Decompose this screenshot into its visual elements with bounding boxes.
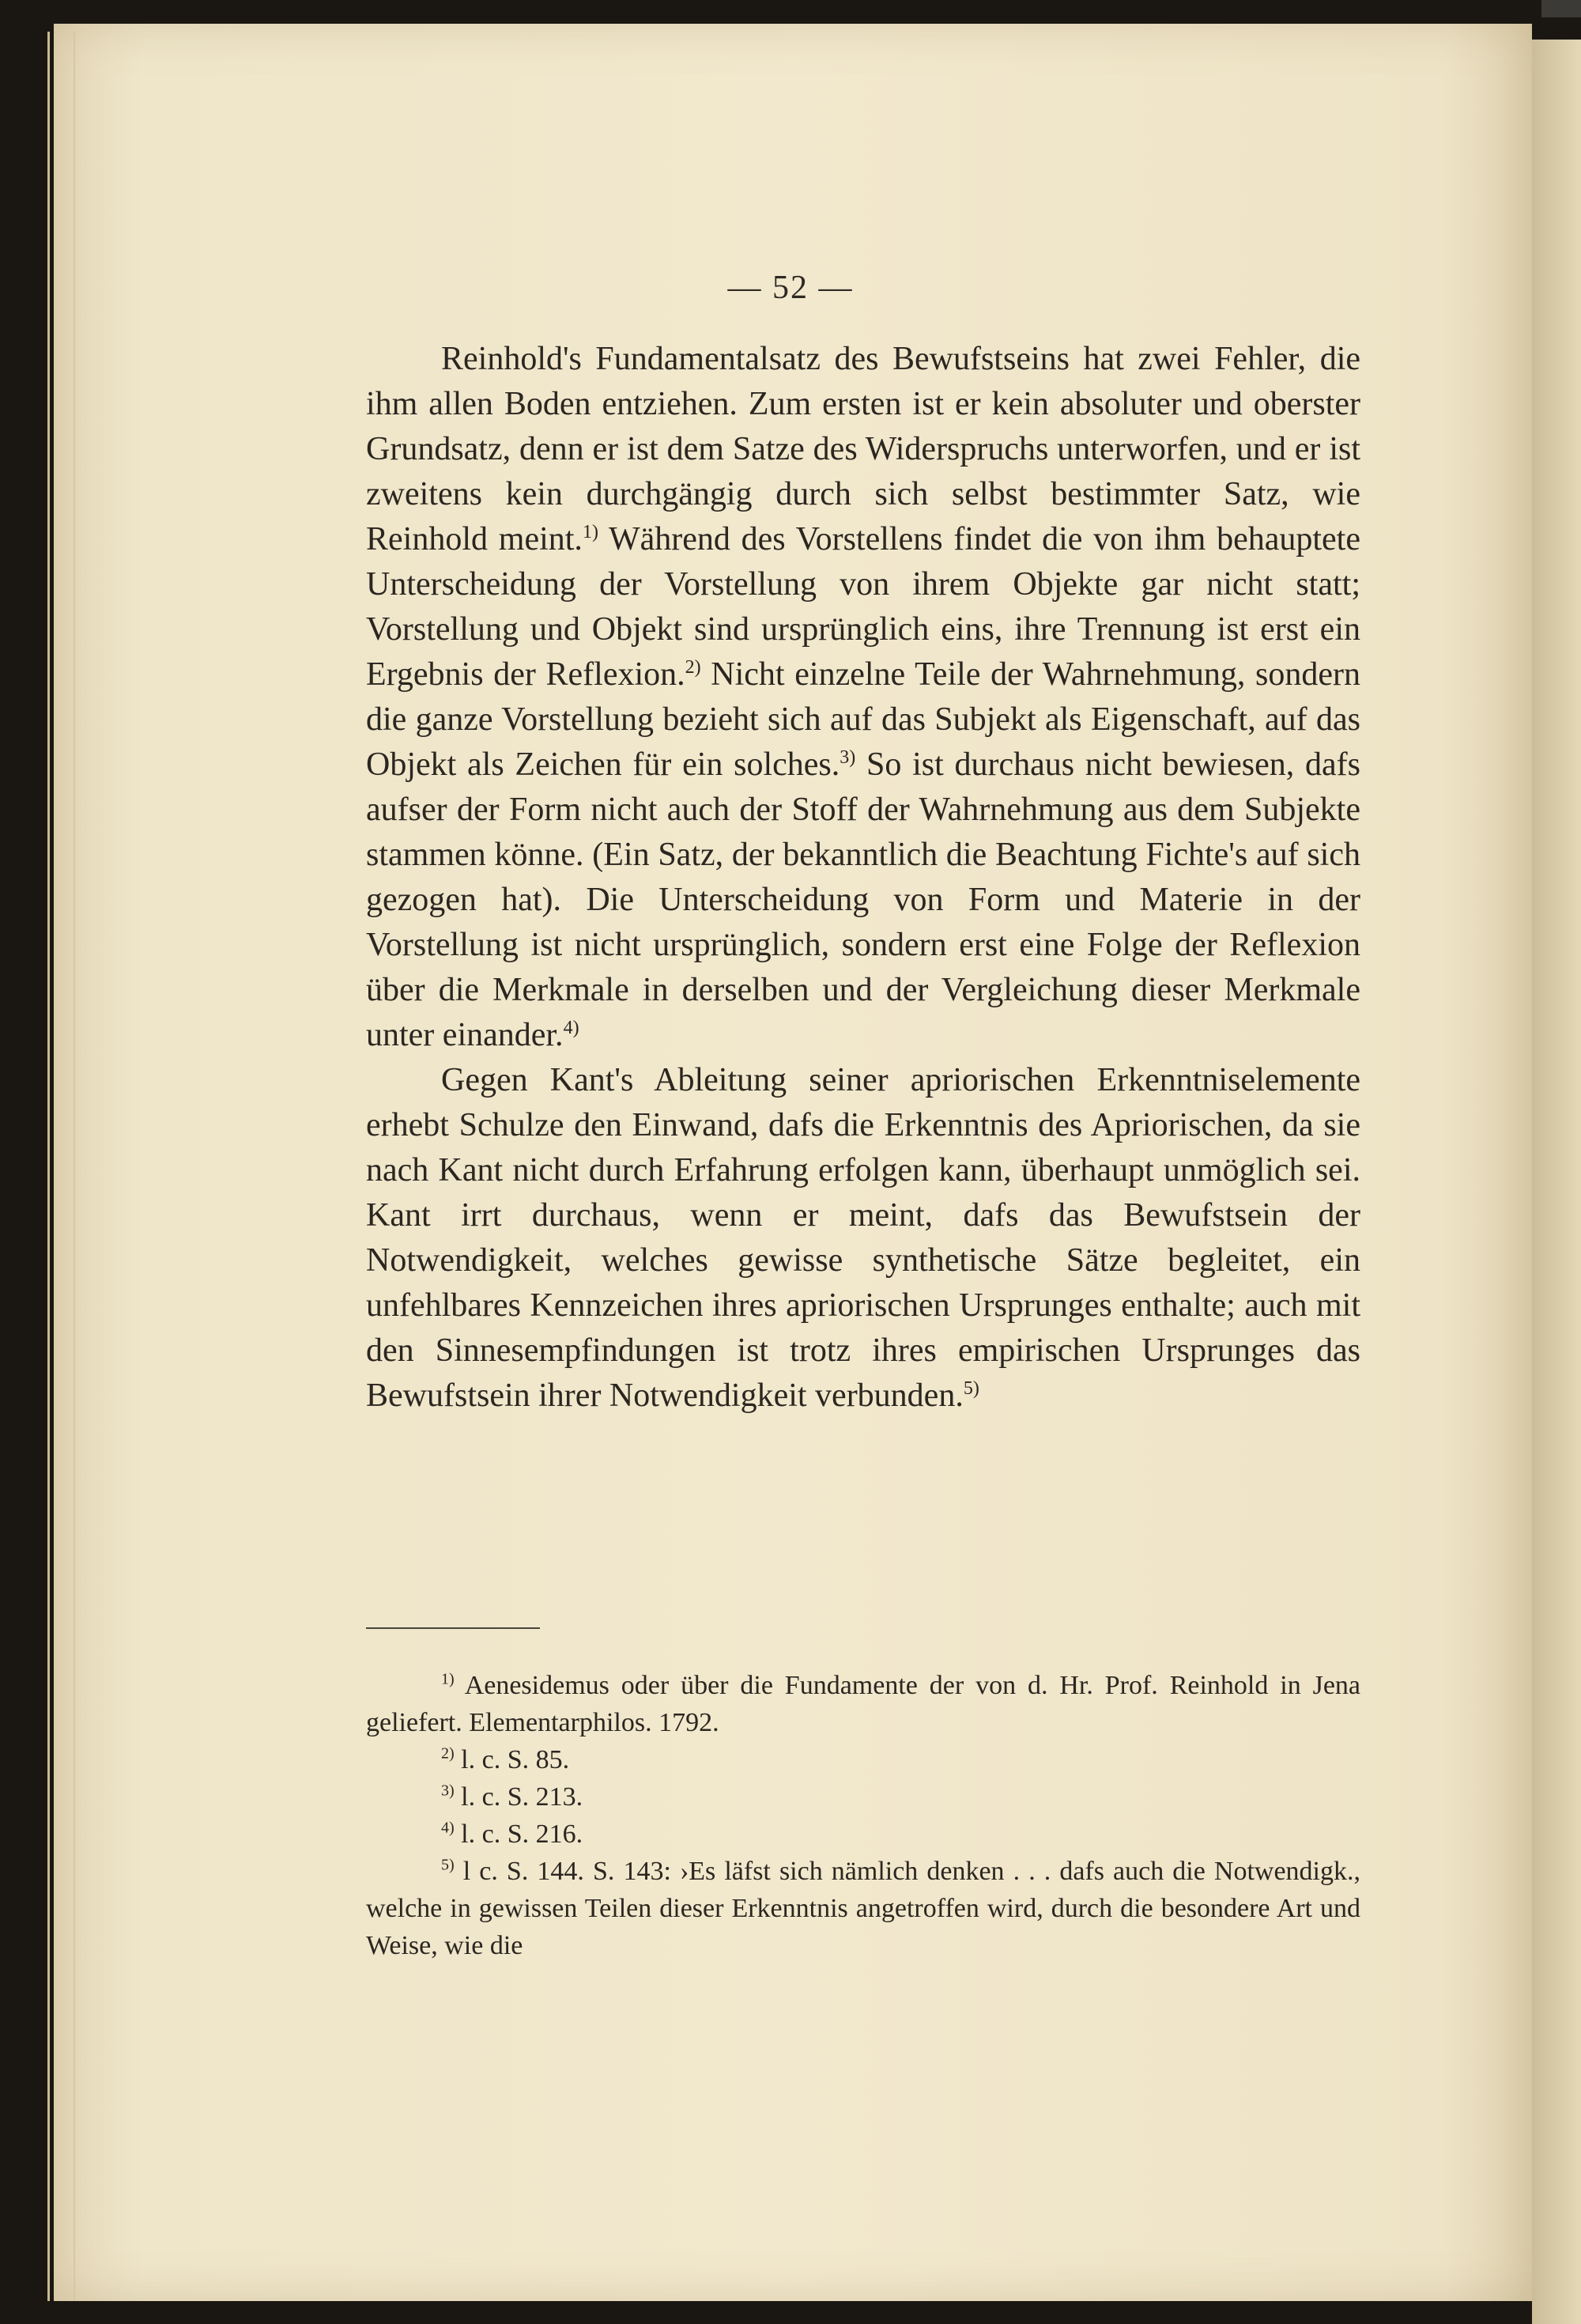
footnote-ref: 3) <box>840 747 856 768</box>
footnote: $^{1)}$ Aenesidemus oder über die Fundamente der von d. Hr. Prof. Reinhold in Jena geliefert. Elementarphilos. 1792. <box>366 1670 1360 1737</box>
paragraph: Reinhold's Fundamentalsatz des Bewufstseins hat zwei Fehler, die ihm allen Boden entziehen. Zum ersten ist er kein absoluter und oberster Grundsatz, denn er ist dem Satze des Widerspruchs unterworfen, und er ist zweitens kein durchgängig durch sich selbst bestimmter Satz, wie Reinhold meint.$^{1)}$ Während des Vorstellens findet die von ihm behauptete Unterscheidung der Vorstellung von ihrem Objekte gar nicht statt; Vorstellung und Objekt sind ursprünglich eins, ihre Trennung ist erst ein Ergebnis der Reflexion.$^{2)}$ Nicht einzelne Teile der Wahrnehmung, sondern die ganze Vorstellung bezieht sich auf das Subjekt als Eigenschaft, auf das Objekt als Zeichen für ein solches.$^{3)}$ So ist durchaus nicht bewiesen, dafs aufser der Form nicht auch der Stoff der Wahrnehmung aus dem Subjekte stammen könne. (Ein Satz, der bekanntlich die Beachtung Fichte's auf sich gezogen hat). Die Unterscheidung von Form und Materie in der Vorstellung ist nicht ursprünglich, sondern erst eine Folge der Reflexion über die Merkmale in derselben und der Vergleichung dieser Merkmale unter einander.$^{4)}$ <box>366 341 1360 1053</box>
footnote-ref: 5) <box>963 1378 979 1399</box>
footnote: $^{3)}$ l. c. S. 213. <box>441 1782 583 1812</box>
footnote-mark: 2) <box>441 1744 455 1763</box>
paragraph: Gegen Kant's Ableitung seiner apriorischen Erkenntniselemente erhebt Schulze den Einwand, dafs die Erkenntnis des Apriorischen, da sie nach Kant nicht durch Erfahrung erfolgen kann, überhaupt unmöglich sei. Kant irrt durchaus, wenn er meint, dafs das Bewufstsein der Notwendigkeit, welches gewisse synthetische Sätze begleitet, ein unfehlbares Kennzeichen ihres apriorischen Ursprunges enthalte; auch mit den Sinnesempfindungen ist trotz ihres empirischen Ursprunges das Bewufstsein ihrer Notwendigkeit verbunden.$^{5)}$ <box>366 1062 1360 1414</box>
page-number: — 52 — <box>727 270 854 306</box>
footnote-ref: 1) <box>582 522 598 542</box>
body-text <box>366 337 1360 1419</box>
footnote: $^{5)}$ l c. S. 144. S. 143: ›Es läfst sich nämlich denken . . . dafs auch die Notwendigk., welche in gewissen Teilen dieser Erkenntnis angetroffen wird, durch die besondere Art und Weise, wie die <box>366 1856 1360 1960</box>
footnote-mark: 3) <box>441 1782 455 1800</box>
footnote: $^{4)}$ l. c. S. 216. <box>441 1819 583 1849</box>
footnotes <box>366 1667 1360 1964</box>
footnote-mark: 5) <box>441 1856 455 1874</box>
footnote-mark: 4) <box>441 1819 455 1837</box>
page-edges <box>47 32 75 2301</box>
footnote-mark: 1) <box>441 1670 455 1688</box>
footnote-ref: 2) <box>685 657 701 678</box>
footnote-ref: 4) <box>563 1018 579 1038</box>
adjacent-page-edge <box>1532 40 1581 2324</box>
scan-color-strip <box>1541 0 1581 17</box>
footnote: $^{2)}$ l. c. S. 85. <box>441 1744 570 1774</box>
footnote-divider <box>366 1627 540 1629</box>
